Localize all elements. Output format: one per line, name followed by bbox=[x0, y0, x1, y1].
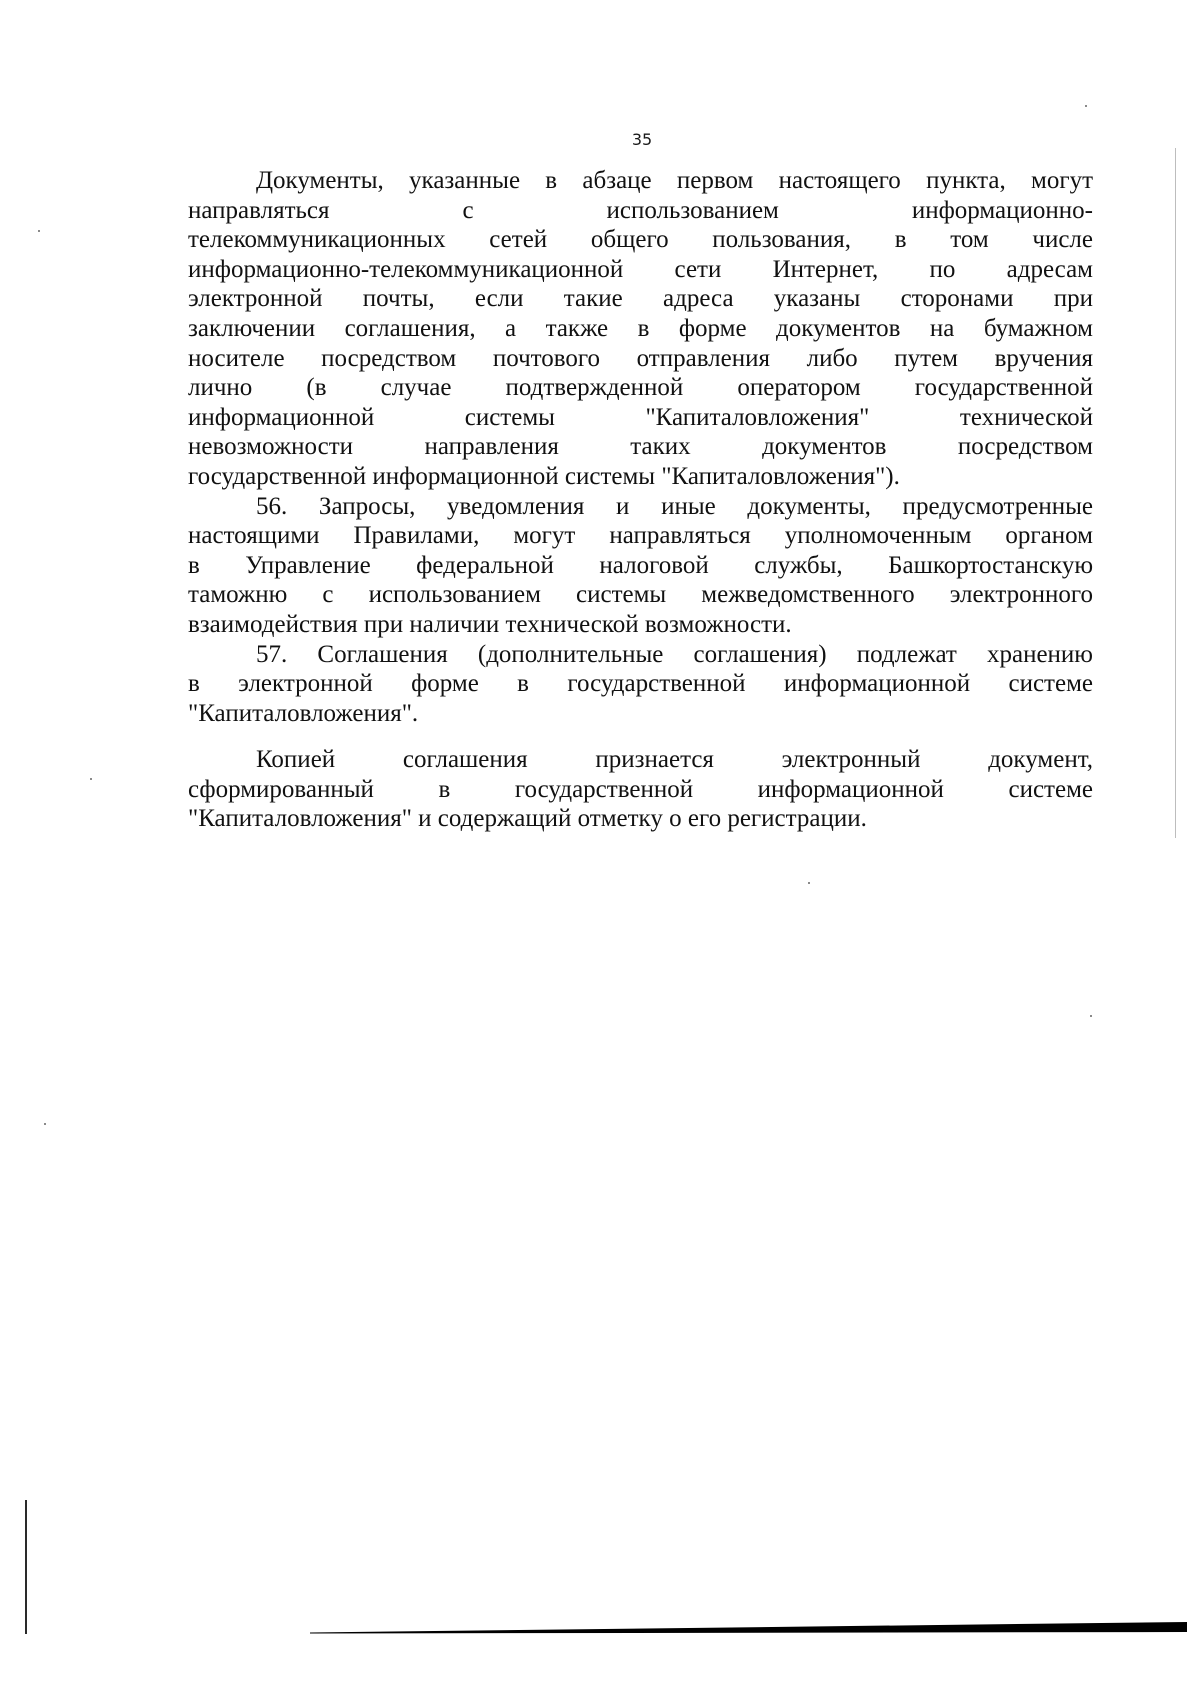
text-line: государственной информационной системы "Капиталовложения"). bbox=[188, 462, 900, 490]
scan-edge-wedge bbox=[310, 1620, 1187, 1634]
text-line: Копией соглашения признается электронный документ, bbox=[256, 746, 1093, 774]
scan-speck bbox=[1085, 105, 1087, 107]
scan-speck bbox=[808, 882, 810, 884]
page-number: 35 bbox=[631, 130, 653, 149]
text-line: сформированный в государственной информационной системе bbox=[188, 775, 1093, 803]
text-line: электронной почты, если такие адреса указаны сторонами при bbox=[188, 285, 1093, 313]
text-line: невозможности направления таких документов посредством bbox=[188, 433, 1093, 461]
text-line: телекоммуникационных сетей общего пользования, в том числе bbox=[188, 226, 1093, 254]
text-line: информационной системы "Капиталовложения" технической bbox=[188, 403, 1093, 431]
scan-speck bbox=[38, 230, 40, 232]
text-line: информационно-телекоммуникационной сети Интернет, по адресам bbox=[188, 255, 1093, 283]
text-line: в Управление федеральной налоговой службы, Башкортостанскую bbox=[188, 551, 1093, 579]
text-line: взаимодействия при наличии технической возможности. bbox=[188, 610, 792, 638]
text-line: носителе посредством почтового отправления либо путем вручения bbox=[188, 344, 1093, 372]
paragraph-copy bbox=[188, 745, 1093, 834]
text-line: лично (в случае подтвержденной оператором государственной bbox=[188, 374, 1093, 402]
scan-edge-line-left bbox=[25, 1500, 27, 1634]
text-line: Документы, указанные в абзаце первом настоящего пункта, могут bbox=[256, 167, 1093, 194]
text-line: таможню с использованием системы межведомственного электронного bbox=[188, 581, 1093, 609]
text-line: "Капиталовложения" и содержащий отметку о его регистрации. bbox=[188, 805, 867, 833]
paragraph-docs-delivery bbox=[188, 166, 1093, 492]
text-line: "Капиталовложения". bbox=[188, 699, 419, 727]
text-line: 57. Соглашения (дополнительные соглашения) подлежат хранению bbox=[256, 640, 1093, 668]
scan-speck bbox=[44, 1123, 46, 1125]
text-line: настоящими Правилами, могут направляться уполномоченным органом bbox=[188, 522, 1093, 550]
text-line: направляться с использованием информационно- bbox=[188, 196, 1093, 224]
scan-speck bbox=[1090, 1015, 1092, 1017]
text-line: в электронной форме в государственной информационной системе bbox=[188, 670, 1093, 698]
scan-speck bbox=[90, 778, 92, 780]
document-body bbox=[188, 166, 1093, 834]
scan-edge-line-right bbox=[1175, 148, 1176, 838]
text-line: заключении соглашения, а также в форме документов на бумажном bbox=[188, 314, 1093, 342]
text-line: 56. Запросы, уведомления и иные документы, предусмотренные bbox=[256, 492, 1093, 520]
paragraph-57 bbox=[188, 640, 1093, 729]
paragraph-56 bbox=[188, 492, 1093, 640]
